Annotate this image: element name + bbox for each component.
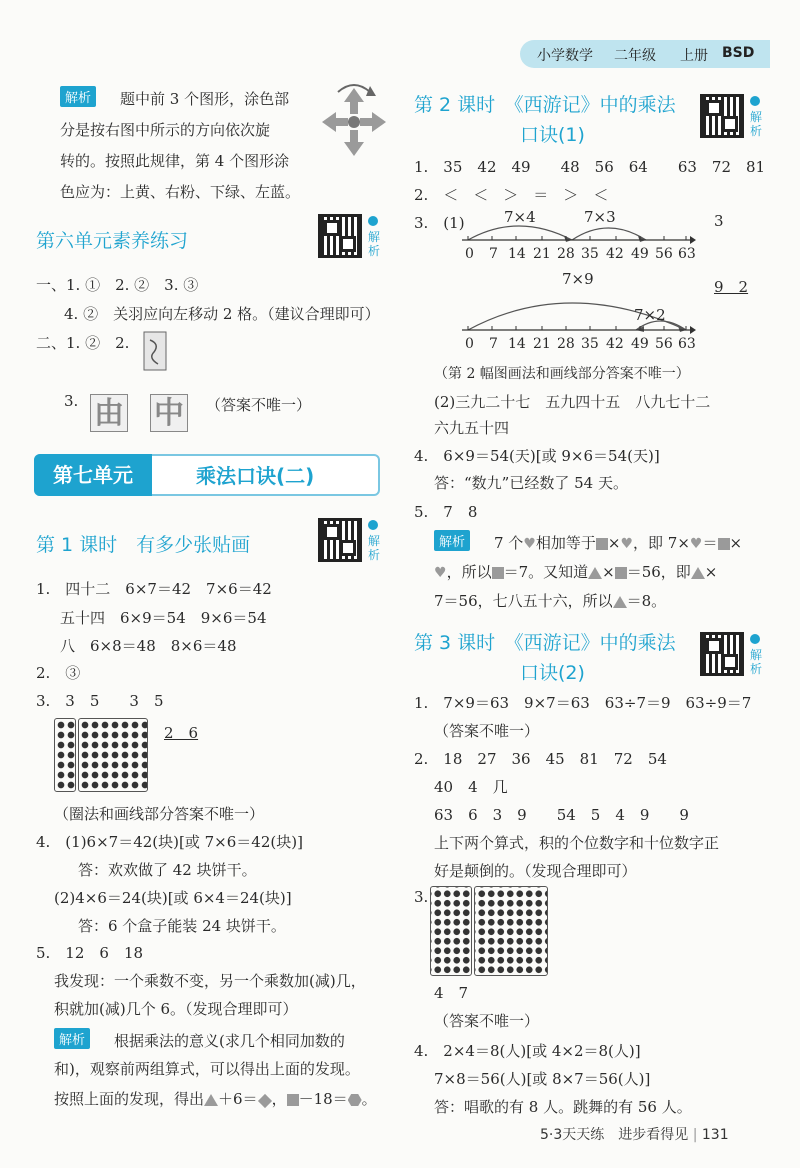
tick-label: 14 [508, 246, 526, 262]
answer-line: 六九五十四 [434, 419, 510, 437]
answer-line: 4. 2×4＝8(人)[或 4×2＝8(人)] [414, 1042, 641, 1060]
answer-line: 5. 7 8 [414, 503, 478, 521]
analysis-tag: 解析 [60, 86, 96, 107]
answer-line: 3. 3 5 3 5 [36, 692, 164, 710]
answer-line: 2. ③ [36, 664, 81, 682]
arc-label: 7×3 [584, 208, 616, 226]
heart-icon: ♥ [689, 536, 703, 552]
tick-label: 63 [678, 246, 696, 262]
footer-brand: 5·3天天练 进步看得见 [540, 1127, 689, 1143]
answer-line: 五十四 6×9＝54 9×6＝54 [60, 609, 267, 627]
qr-label: 解析 [750, 110, 763, 138]
unit6-line4: 3. [64, 392, 79, 410]
tick-label: 0 [465, 246, 474, 262]
analysis-tag: 解析 [434, 530, 470, 551]
footer: 5·3天天练 进步看得见 | 131 [540, 1127, 729, 1143]
answer-line: 4. 6×9＝54(天)[或 9×6＝54(天)] [414, 447, 660, 465]
char-box: 由 [90, 394, 128, 432]
qr-code[interactable] [700, 632, 744, 676]
lesson3-title-cont: 口诀(2) [520, 662, 585, 684]
header-edition: BSD [722, 45, 755, 61]
dot-array [430, 886, 472, 976]
tick-label: 56 [655, 336, 673, 352]
unit6-title: 第六单元素养练习 [36, 230, 189, 252]
unit6-line2: 4. ② 关羽应向左移动 2 格。（建议合理即可） [64, 305, 380, 323]
qr-code[interactable] [700, 94, 744, 138]
header-grade: 二年级 [614, 48, 656, 64]
answer-line: 上下两个算式，积的个位数字和十位数字正 [434, 834, 720, 852]
lesson1-title: 第 1 课时 有多少张贴画 [36, 534, 251, 556]
answer-line: 4. (1)6×7＝42(块)[或 7×6＝42(块)] [36, 833, 303, 851]
rotation-arrows-diagram [318, 80, 390, 160]
play-icon [368, 520, 378, 530]
analysis-line: ♥，所以 ＝7。又知道 × ＝56，即 × [434, 563, 718, 581]
triangle-icon [613, 596, 627, 608]
answer-line: 答：欢欢做了 42 块饼干。 [78, 861, 257, 879]
answer-line: 2. ＜ ＜ ＞ ＝ ＞ ＜ [414, 186, 609, 204]
qr-label: 解析 [750, 648, 763, 676]
answer-line: 答：6 个盒子能装 24 块饼干。 [78, 917, 286, 935]
answer-note: （第 2 幅图画法和画线部分答案不唯一） [434, 366, 690, 382]
answer-value: 3 [714, 212, 724, 230]
answer-line: 3. [414, 888, 429, 906]
answer-line: 答：“数九”已经数了 54 天。 [434, 474, 628, 492]
page-number: 131 [701, 1127, 729, 1143]
answer-note: （答案不唯一） [434, 1012, 540, 1030]
tick-label: 42 [606, 246, 624, 262]
qr-code[interactable] [318, 518, 362, 562]
unit7-title: 乘法口诀(二) [196, 464, 315, 488]
qr-code[interactable] [318, 214, 362, 258]
square-icon [718, 538, 730, 550]
answer-line: (2)三九二十七 五九四十五 八九七十二 [434, 393, 711, 411]
unit6-note: （答案不唯一） [206, 396, 312, 414]
qr-label: 解析 [368, 230, 381, 258]
unit7-tag: 第七单元 [34, 454, 152, 496]
answer-fraction: 9 2 [714, 278, 749, 296]
analysis-line: 色应为：上黄、右粉、下绿、左蓝。 [60, 183, 301, 201]
answer-line: (2)4×6＝24(块)[或 6×4＝24(块)] [54, 889, 292, 907]
answer-line: 好是颠倒的。（发现合理即可） [434, 862, 637, 880]
answer-note: （圈法和画线部分答案不唯一） [54, 805, 265, 823]
tick-label: 7 [489, 336, 498, 352]
tick-label: 49 [631, 336, 649, 352]
answer-line: 7×8＝56(人)[或 8×7＝56(人)] [434, 1070, 651, 1088]
play-icon [368, 216, 378, 226]
triangle-icon [204, 1094, 218, 1106]
arc-label: 7×9 [562, 270, 594, 288]
heart-icon: ♥ [620, 536, 634, 552]
tick-label: 35 [581, 336, 599, 352]
hexagon-icon [348, 1094, 362, 1106]
char-box: 中 [150, 394, 188, 432]
analysis-line: 按照上面的发现，得出 ＋6＝ ， －18＝ 。 [54, 1090, 377, 1108]
answer-line: 我发现：一个乘数不变，另一个乘数加(减)几， [54, 972, 366, 990]
analysis-line: 和)，观察前两组算式，可以得出上面的发现。 [54, 1060, 360, 1078]
unit6-line1: 一、1. ① 2. ② 3. ③ [36, 276, 199, 294]
tick-label: 28 [557, 336, 575, 352]
header-subject: 小学数学 [537, 48, 593, 64]
analysis-line: 转的。按照此规律，第 4 个图形涂 [60, 152, 290, 170]
answer-line: 答：唱歌的有 8 人。跳舞的有 56 人。 [434, 1098, 692, 1116]
arc-label: 7×4 [504, 208, 536, 226]
tick-label: 42 [606, 336, 624, 352]
analysis-line: 题中前 3 个图形，涂色部 [120, 90, 290, 108]
square-icon [287, 1094, 299, 1106]
tick-label: 28 [557, 246, 575, 262]
tick-label: 0 [465, 336, 474, 352]
lesson2-title-cont: 口诀(1) [520, 124, 585, 146]
answer-line: 八 6×8＝48 8×6＝48 [60, 637, 237, 655]
analysis-tag: 解析 [54, 1028, 90, 1049]
tick-label: 63 [678, 336, 696, 352]
dot-array [474, 886, 548, 976]
answer-line: 5. 12 6 18 [36, 944, 144, 962]
analysis-line: 7 个♥相加等于 ×♥，即 7×♥＝ × [494, 534, 743, 552]
tick-label: 21 [533, 336, 551, 352]
answer-line: 1. 7×9＝63 9×7＝63 63÷7＝9 63÷9＝7 [414, 694, 752, 712]
tick-label: 21 [533, 246, 551, 262]
tick-label: 7 [489, 246, 498, 262]
square-icon [492, 567, 504, 579]
answer-note: （答案不唯一） [434, 722, 540, 740]
play-icon [750, 634, 760, 644]
tick-label: 49 [631, 246, 649, 262]
lesson2-title: 第 2 课时 《西游记》中的乘法 [414, 94, 676, 116]
heart-icon: ♥ [434, 565, 447, 581]
tick-label: 35 [581, 246, 599, 262]
answer-line: 1. 四十二 6×7＝42 7×6＝42 [36, 580, 272, 598]
play-icon [750, 96, 760, 106]
dot-array [78, 718, 148, 792]
folded-paper-figure [142, 330, 170, 374]
answer-line: 2. 18 27 36 45 81 72 54 [414, 750, 667, 768]
dot-array [54, 718, 76, 792]
triangle-icon [691, 567, 705, 579]
answer-line: 积就加(减)几个 6。（发现合理即可） [54, 1000, 298, 1018]
square-icon [615, 567, 627, 579]
answer-line: 4 7 [434, 984, 469, 1002]
answer-line: 40 4 几 [434, 778, 508, 796]
triangle-icon [588, 567, 602, 579]
tick-label: 56 [655, 246, 673, 262]
analysis-line: 分是按右图中所示的方向依次旋 [60, 121, 271, 139]
answer-line: 3. (1) [414, 214, 465, 232]
unit6-line3: 二、1. ② 2. [36, 334, 130, 352]
header-term: 上册 [680, 48, 708, 64]
heart-icon: ♥ [523, 536, 536, 552]
lesson3-title: 第 3 课时 《西游记》中的乘法 [414, 632, 676, 654]
answer-line: 63 6 3 9 54 5 4 9 9 [434, 806, 689, 824]
arc-label: 7×2 [634, 306, 666, 324]
tick-label: 14 [508, 336, 526, 352]
answer-fraction: 2 6 [164, 724, 199, 742]
answer-line: 1. 35 42 49 48 56 64 63 72 81 [414, 158, 766, 176]
analysis-line: 根据乘法的意义(求几个相同加数的 [114, 1032, 345, 1050]
analysis-line: 7＝56，七八五十六，所以 ＝8。 [434, 592, 667, 610]
square-icon [596, 538, 608, 550]
diamond-icon [257, 1094, 271, 1108]
qr-label: 解析 [368, 534, 381, 562]
